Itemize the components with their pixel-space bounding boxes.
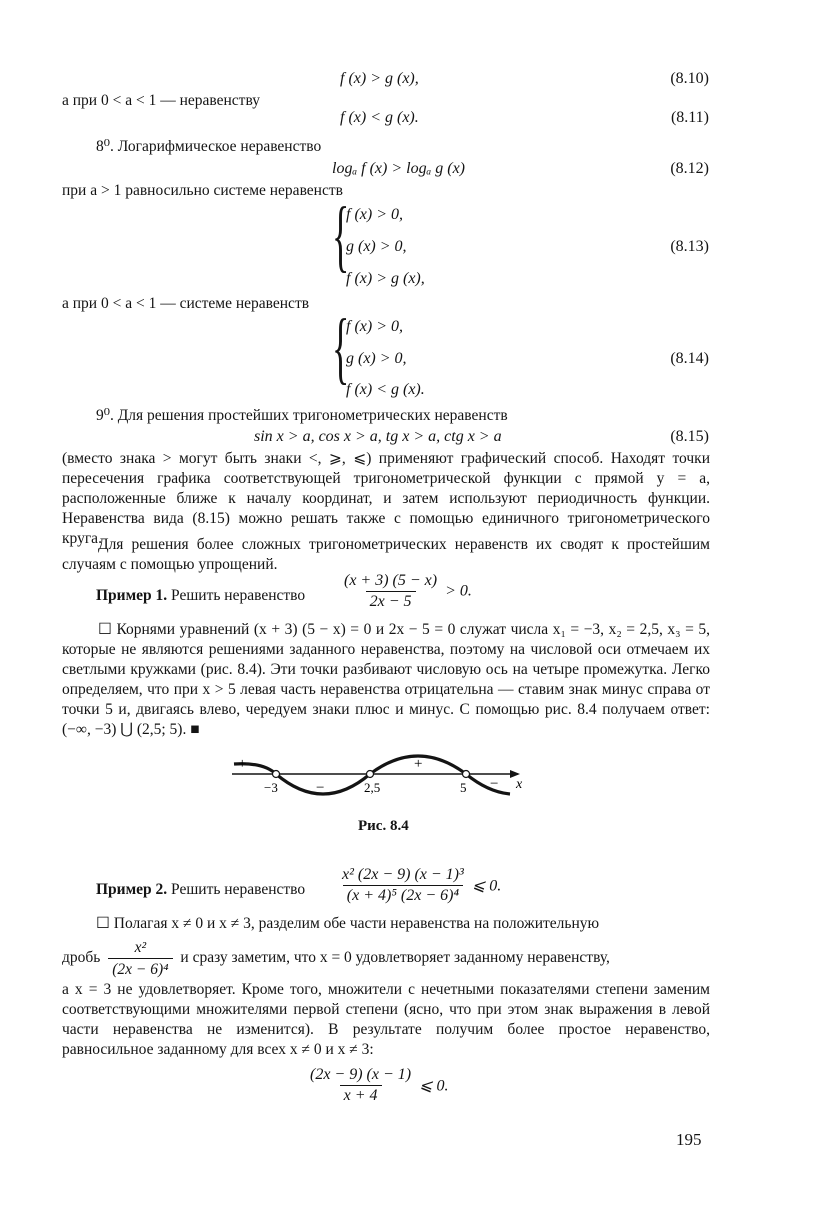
- label-x: x: [516, 777, 523, 792]
- point-5: [463, 771, 470, 778]
- example-1-text: Решить неравенство: [171, 587, 306, 604]
- solution-2-paragraph: а x = 3 не удовлетворяет. Кроме того, множители с нечетными показателями степени заменим соответствующими множителями первой степени (ясно, что при этом знак выражения в левой части неравенства не изменится). В результате получим более простое неравенство, равносильное заданному для всех x ≠ 0 и x ≠ 3:: [62, 981, 710, 1058]
- system-8-13-line-1: f (x) > 0,: [346, 206, 403, 223]
- example-2-label: Пример 2.: [96, 881, 168, 898]
- point-minus-3: [273, 771, 280, 778]
- figure-8-4-number-line: [228, 752, 528, 812]
- example-2-fraction: [338, 866, 501, 905]
- equation-number-8-15: (8.15): [670, 428, 709, 445]
- example-1-label: Пример 1.: [96, 587, 168, 604]
- system-8-14-line-2: g (x) > 0,: [346, 350, 407, 367]
- solution-2-fraction-numerator: x²: [134, 939, 147, 956]
- solution-2-line-1: ☐ Полагая x ≠ 0 и x ≠ 3, разделим обе части неравенства на положительную: [96, 915, 600, 932]
- example-1-denominator: 2x − 5: [366, 591, 416, 611]
- word-drob: дробь: [62, 949, 101, 967]
- text-a-pri-2: а при 0 < a < 1 — системе неравенств: [62, 295, 310, 312]
- equation-number-8-12: (8.12): [670, 160, 709, 177]
- sign-plus-left: +: [238, 756, 247, 772]
- final-tail: ⩽ 0.: [419, 1077, 449, 1095]
- brace-8-14: {: [332, 304, 350, 392]
- equation-number-8-11: (8.11): [670, 109, 709, 126]
- system-8-14-line-3: f (x) < g (x).: [346, 381, 425, 398]
- equation-number-8-14: (8.14): [670, 350, 709, 367]
- example-2-numerator: x² (2x − 9) (x − 1)³: [342, 866, 464, 883]
- point-2-5: [367, 771, 374, 778]
- example-1-line: [96, 586, 305, 605]
- text-a-pri-1: а при 0 < a < 1 — неравенству: [62, 92, 260, 109]
- label-minus-3: −3: [264, 780, 278, 795]
- system-8-13-line-3: f (x) > g (x),: [346, 270, 425, 287]
- brace-8-13: {: [332, 192, 350, 280]
- equation-number-8-10: (8.10): [670, 70, 709, 87]
- equation-number-8-13: (8.13): [670, 238, 709, 255]
- equation-8-11: f (x) < g (x).: [340, 109, 419, 126]
- example-2-text: Решить неравенство: [171, 881, 306, 898]
- figure-caption: Рис. 8.4: [358, 818, 409, 834]
- example-1-numerator: (x + 3) (5 − x): [344, 572, 438, 589]
- final-denominator: x + 4: [340, 1085, 382, 1105]
- label-5: 5: [460, 780, 467, 795]
- system-8-13-line-2: g (x) > 0,: [346, 238, 407, 255]
- equation-8-15: sin x > a, cos x > a, tg x > a, ctg x > a: [254, 428, 502, 445]
- page-number: 195: [676, 1130, 702, 1149]
- sign-minus-far-right: −: [490, 776, 499, 792]
- example-1-tail: > 0.: [445, 582, 472, 600]
- heading-9: 9⁰. Для решения простейших тригонометрических неравенств: [96, 407, 508, 424]
- paragraph-complex-inequalities: Для решения более сложных тригонометрических неравенств их сводят к простейшим случаям с помощью упрощений.: [62, 536, 710, 573]
- solution-2-line-2: [62, 938, 610, 979]
- solution-2-line-2-tail: и сразу заметим, что x = 0 удовлетворяет заданному неравенству,: [180, 949, 610, 967]
- text-pri-a-gt-1: при a > 1 равносильно системе неравенств: [62, 182, 343, 199]
- system-8-14-line-1: f (x) > 0,: [346, 318, 403, 335]
- sign-plus-right: +: [414, 756, 423, 772]
- example-1-fraction: [340, 572, 472, 611]
- solution-2-fraction-denominator: (2x − 6)⁴: [108, 958, 172, 979]
- example-2-denominator: (x + 4)⁵ (2x − 6)⁴: [343, 885, 463, 905]
- final-fraction: [306, 1066, 449, 1105]
- sign-minus-middle: −: [316, 780, 325, 796]
- final-numerator: (2x − 9) (x − 1): [310, 1066, 412, 1083]
- paragraph-graphical-method: (вместо знака > могут быть знаки <, ⩾, ⩽) применяют графический способ. Находят точки пересечения графика соответствующей тригонометрической функции с прямой y = a, расположенные ближе к началу координат, и затем используют периодичность функции. Неравенства вида (8.15) можно решать также с помощью единичного тригонометрического круга.: [62, 450, 710, 547]
- label-2-5: 2,5: [364, 780, 381, 795]
- solution-1: ☐ Корнями уравнений (x + 3) (5 − x) = 0 и 2x − 5 = 0 служат числа x₁ = −3, x₂ = 2,5, x₃ = 5, которые не являются решениями заданного неравенства, поэтому на числовой оси отмечаем их светлыми кружками (рис. 8.4). Эти точки разбивают числовую ось на четыре промежутка. Легко определяем, что при x > 5 левая часть неравенства отрицательна — ставим знак минус справа от точки 5 и, двигаясь влево, чередуем знаки плюс и минус. С помощью рис. 8.4 получаем ответ: (−∞, −3) ⋃ (2,5; 5). ■: [62, 621, 710, 738]
- example-2-line: [96, 880, 305, 899]
- example-2-tail: ⩽ 0.: [471, 877, 502, 895]
- heading-8: 8⁰. Логарифмическое неравенство: [96, 138, 322, 155]
- equation-8-10: f (x) > g (x),: [340, 70, 419, 87]
- equation-8-12: logₐ f (x) > logₐ g (x): [332, 160, 466, 177]
